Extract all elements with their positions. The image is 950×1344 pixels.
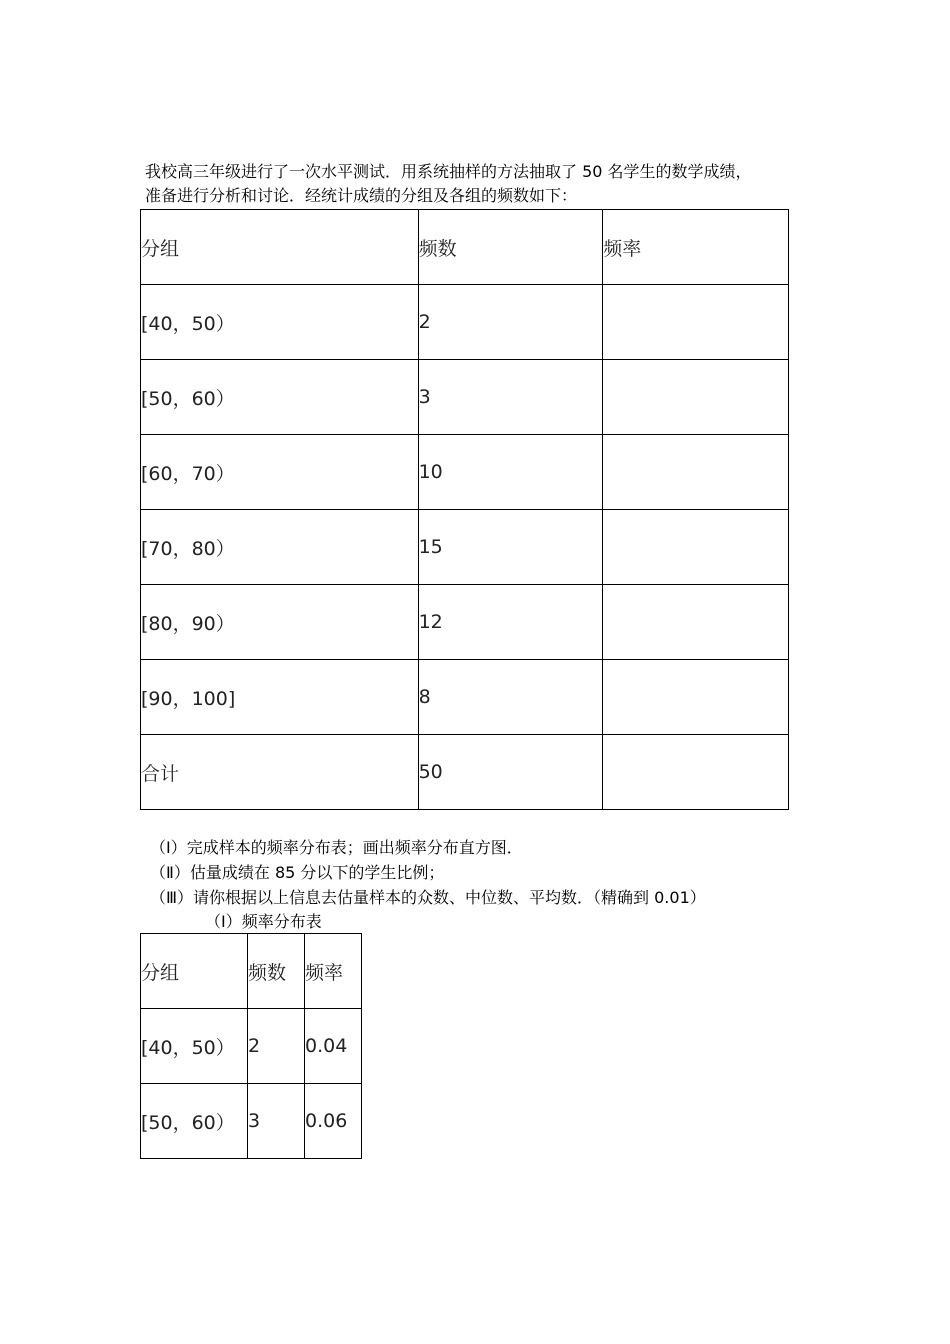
problem-statement xyxy=(145,160,825,208)
cell-group: [40，50） xyxy=(141,1009,248,1084)
answer-frequency-table xyxy=(140,933,362,1159)
table-header-row xyxy=(141,210,789,285)
header-group: 分组 xyxy=(141,934,248,1009)
cell-count: 3 xyxy=(418,360,603,435)
cell-count: 15 xyxy=(418,510,603,585)
cell-group: [50，60） xyxy=(141,1084,248,1159)
table-row xyxy=(141,585,789,660)
cell-group: [60，70） xyxy=(141,435,419,510)
table-row xyxy=(141,435,789,510)
table-row xyxy=(141,510,789,585)
cell-group: [50，60） xyxy=(141,360,419,435)
cell-count: 3 xyxy=(248,1084,305,1159)
cell-group: [90，100] xyxy=(141,660,419,735)
cell-count: 2 xyxy=(418,285,603,360)
cell-group: [40，50） xyxy=(141,285,419,360)
question-item: （Ⅲ）请你根据以上信息去估量样本的众数、中位数、平均数．（精确到 0.01） xyxy=(150,888,706,907)
problem-statement-line: 准备进行分析和讨论．经统计成绩的分组及各组的频数如下： xyxy=(145,186,578,205)
cell-count: 10 xyxy=(418,435,603,510)
table-row xyxy=(141,285,789,360)
cell-total-count: 50 xyxy=(418,735,603,810)
question-item: （Ⅰ）完成样本的频率分布表；画出频率分布直方图． xyxy=(150,838,523,857)
table-row xyxy=(141,360,789,435)
table-row xyxy=(141,1009,362,1084)
header-frequency-rate: 频率 xyxy=(305,934,362,1009)
question-list xyxy=(150,835,706,910)
header-frequency-rate: 频率 xyxy=(603,210,789,285)
question-item: （Ⅱ）估量成绩在 85 分以下的学生比例； xyxy=(150,863,445,882)
cell-rate xyxy=(603,285,789,360)
table-header-row xyxy=(141,934,362,1009)
cell-group: [80，90） xyxy=(141,585,419,660)
cell-total-rate xyxy=(603,735,789,810)
cell-rate: 0.04 xyxy=(305,1009,362,1084)
cell-rate xyxy=(603,435,789,510)
cell-rate xyxy=(603,510,789,585)
cell-total-label: 合计 xyxy=(141,735,419,810)
header-frequency-count: 频数 xyxy=(248,934,305,1009)
cell-count: 8 xyxy=(418,660,603,735)
cell-group: [70，80） xyxy=(141,510,419,585)
cell-rate xyxy=(603,585,789,660)
cell-count: 12 xyxy=(418,585,603,660)
table-total-row xyxy=(141,735,789,810)
answer-title: （Ⅰ）频率分布表 xyxy=(205,912,322,931)
problem-statement-line: 我校高三年级进行了一次水平测试．用系统抽样的方法抽取了 50 名学生的数学成绩， xyxy=(145,162,752,181)
cell-rate xyxy=(603,360,789,435)
cell-count: 2 xyxy=(248,1009,305,1084)
header-group: 分组 xyxy=(141,210,419,285)
frequency-table xyxy=(140,209,789,810)
cell-rate: 0.06 xyxy=(305,1084,362,1159)
cell-rate xyxy=(603,660,789,735)
table-row xyxy=(141,1084,362,1159)
table-row xyxy=(141,660,789,735)
header-frequency-count: 频数 xyxy=(418,210,603,285)
